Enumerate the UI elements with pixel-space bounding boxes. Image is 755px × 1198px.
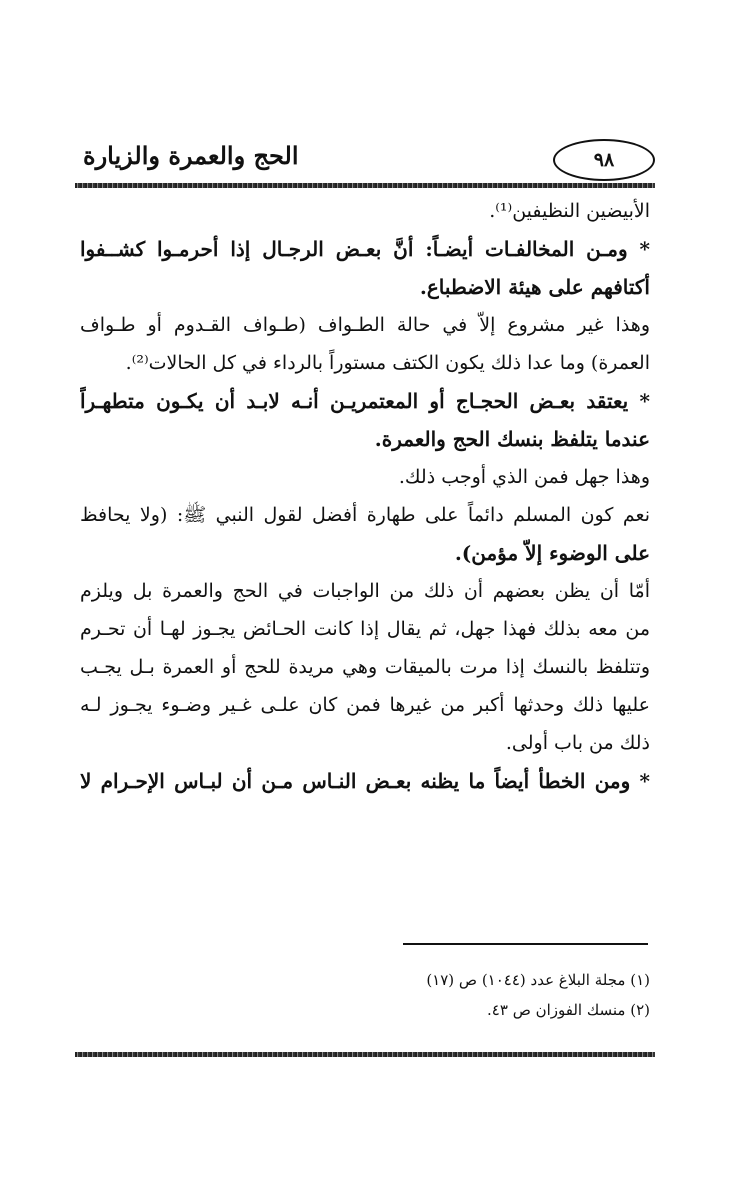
running-title: الحج والعمرة والزيارة [83, 141, 299, 170]
footnote-1: (١) مجلة البلاغ عدد (١٠٤٤) ص (١٧) [426, 971, 650, 989]
text-line: عليها ذلك وحدثها أكبر من غيرها فمن كان علـى غـير وضـوء يجـوز لـه [80, 694, 650, 716]
text-line: على الوضوء إلاّ مؤمن). [454, 541, 650, 565]
text-line: نعم كون المسلم دائماً على طهارة أفضل لقول النبي ﷺ: (ولا يحافظ [80, 504, 650, 526]
text-line: ذلك من باب أولى. [505, 732, 650, 754]
page-number: ٩٨ [593, 149, 615, 171]
header-rule [75, 183, 655, 188]
text-line: الأبيضين النظيفين⁽¹⁾. [489, 200, 650, 222]
footnote-2: (٢) منسك الفوزان ص ٤٣. [487, 1001, 650, 1019]
text-line: وتتلفظ بالنسك إذا مرت بالميقات وهي مريدة للحج أو العمرة بـل يجـب [80, 656, 650, 678]
footer-rule [75, 1052, 655, 1057]
text-line: * يعتقد بعـض الحجـاج أو المعتمريـن أنـه لابـد أن يكـون متطهـراً [80, 389, 650, 413]
page-number-badge [553, 139, 655, 181]
text-line: وهذا غير مشروع إلاّ في حالة الطـواف (طـواف القـدوم أو طـواف [80, 314, 650, 336]
text-line: * ومن الخطأ أيضاً ما يظنه بعـض النـاس مـن أن لبـاس الإحـرام لا [80, 769, 650, 793]
text-line: أمّا أن يظن بعضهم أن ذلك من الواجبات في الحج والعمرة بل ويلزم [80, 580, 650, 602]
footnotes [250, 965, 650, 1025]
text-line: من معه بذلك فهذا جهل، ثم يقال إذا كانت الحـائض يجـوز لهـا أن تحـرم [80, 618, 650, 640]
text-line: * ومـن المخالفـات أيضـاً: أنَّ بعـض الرجـال إذا أحرمـوا كشــفوا [80, 237, 650, 261]
footnote-separator [403, 943, 648, 945]
text-line: أكتافهم على هيئة الاضطباع. [419, 275, 650, 299]
text-line: عندما يتلفظ بنسك الحج والعمرة. [374, 427, 650, 451]
text-line: العمرة) وما عدا ذلك يكون الكتف مستوراً بالرداء في كل الحالات⁽²⁾. [125, 352, 650, 374]
text-line: وهذا جهل فمن الذي أوجب ذلك. [398, 466, 650, 488]
body-text [80, 192, 650, 800]
page-header [75, 135, 655, 183]
